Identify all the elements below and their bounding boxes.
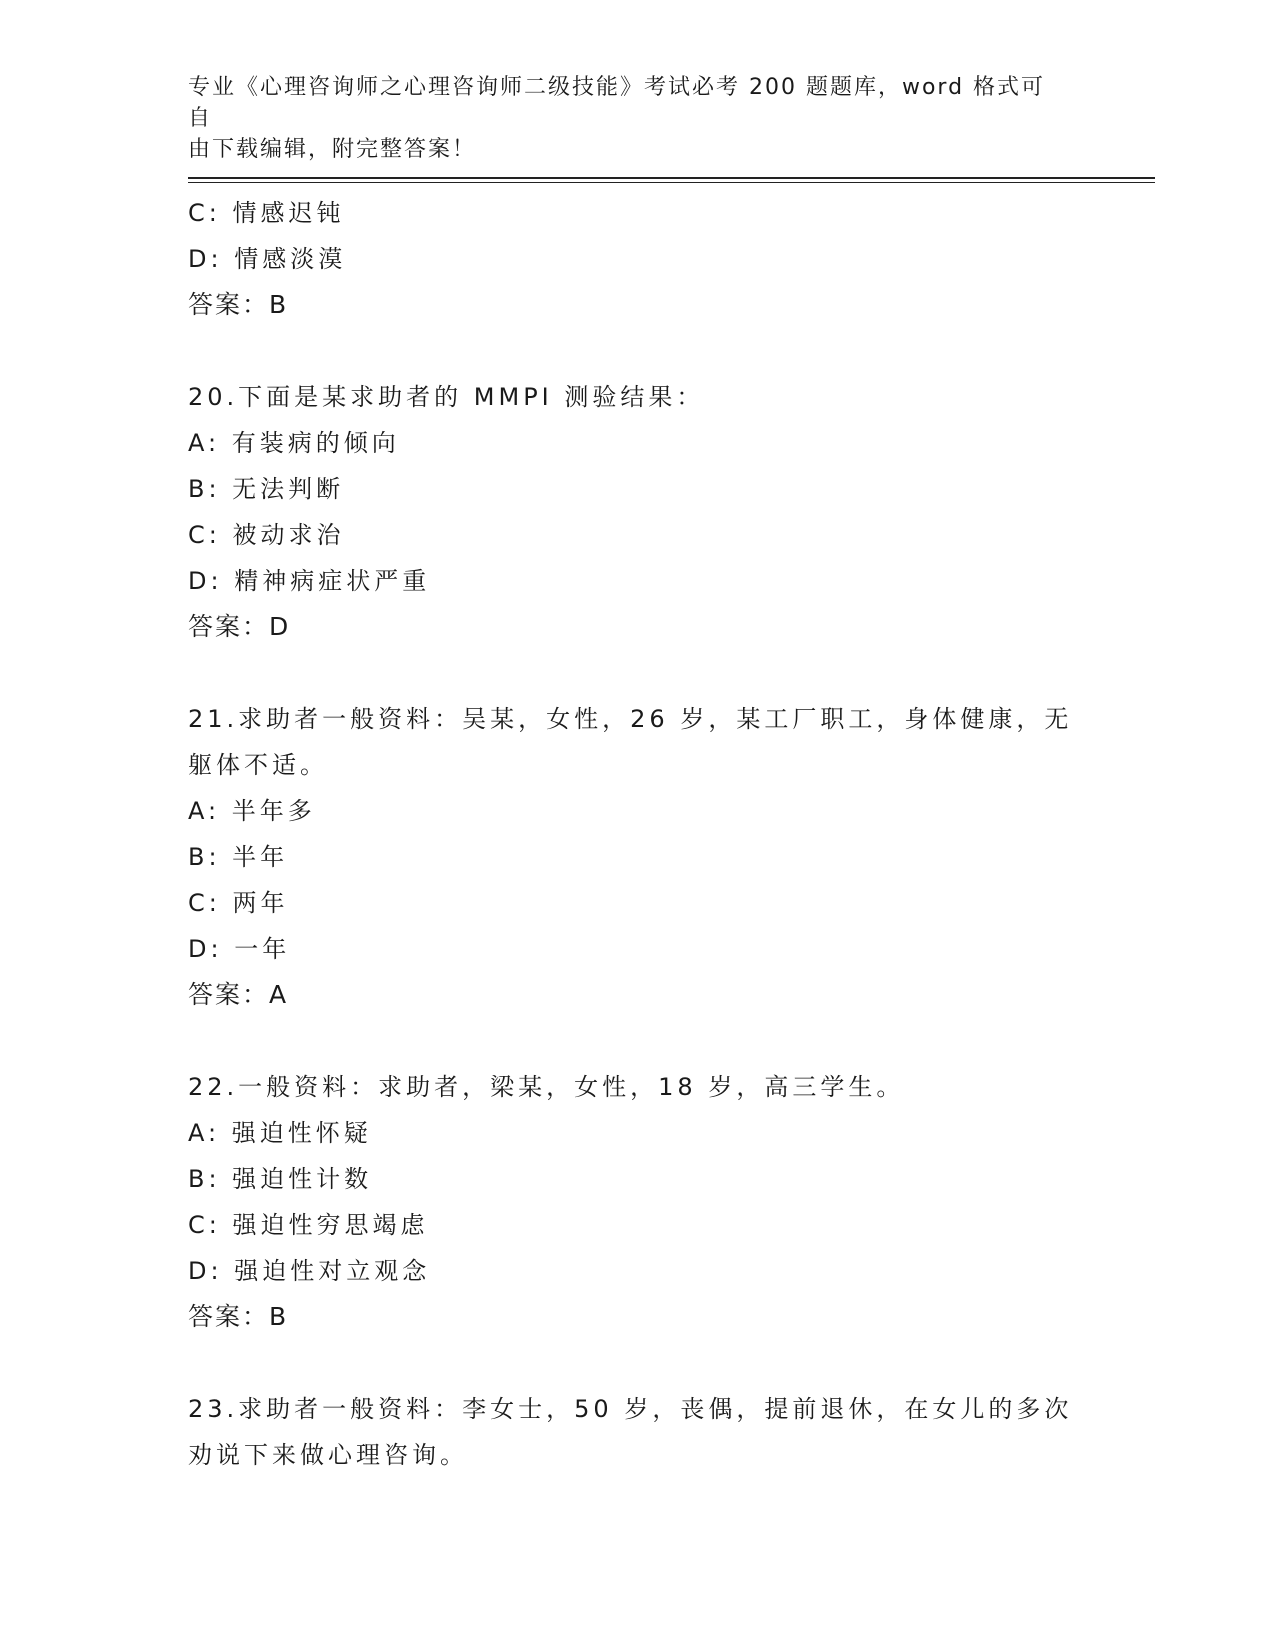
option-b: B: 强迫性计数 [188,1165,373,1193]
header-line-2: 由下载编辑，附完整答案！ [188,137,477,162]
answer-line: 答案：B [188,290,289,319]
option-c: C: 两年 [188,889,289,917]
question-22 [188,1064,1088,1340]
option-b: B: 无法判断 [188,475,345,503]
question-stem: 23.求助者一般资料：李女士，50 岁，丧偶，提前退休，在女儿的多次 [188,1395,1073,1423]
spacer [188,1018,1088,1064]
option-a: A: 有装病的倾向 [188,429,400,457]
question-list [188,190,1088,1478]
question-stem: 22.一般资料：求助者，梁某，女性，18 岁，高三学生。 [188,1073,905,1101]
option-c: C: 情感迟钝 [188,199,345,227]
header-line-1: 专业《心理咨询师之心理咨询师二级技能》考试必考 200 题题库，word 格式可自 [188,75,1046,131]
question-stem-continued: 躯体不适。 [188,751,328,779]
question-19-tail [188,190,1088,328]
option-b: B: 半年 [188,843,289,871]
spacer [188,328,1088,374]
question-23 [188,1386,1088,1478]
option-c: C: 被动求治 [188,521,345,549]
option-c: C: 强迫性穷思竭虑 [188,1211,429,1239]
question-stem: 21.求助者一般资料：吴某，女性，26 岁，某工厂职工，身体健康，无 [188,705,1073,733]
header-divider-thin [188,182,1155,183]
spacer [188,650,1088,696]
option-d: D: 一年 [188,935,291,963]
question-21 [188,696,1088,1018]
question-stem: 20.下面是某求助者的 MMPI 测验结果： [188,383,705,411]
answer-line: 答案：B [188,1302,289,1331]
answer-line: 答案：A [188,980,289,1009]
question-20 [188,374,1088,650]
option-a: A: 半年多 [188,797,316,825]
document-header [188,72,1068,165]
option-d: D: 精神病症状严重 [188,567,431,595]
question-stem-continued: 劝说下来做心理咨询。 [188,1441,468,1469]
option-d: D: 情感淡漠 [188,245,347,273]
option-a: A: 强迫性怀疑 [188,1119,372,1147]
option-d: D: 强迫性对立观念 [188,1257,431,1285]
header-divider-thick [188,177,1155,179]
spacer [188,1340,1088,1386]
answer-line: 答案：D [188,612,291,641]
